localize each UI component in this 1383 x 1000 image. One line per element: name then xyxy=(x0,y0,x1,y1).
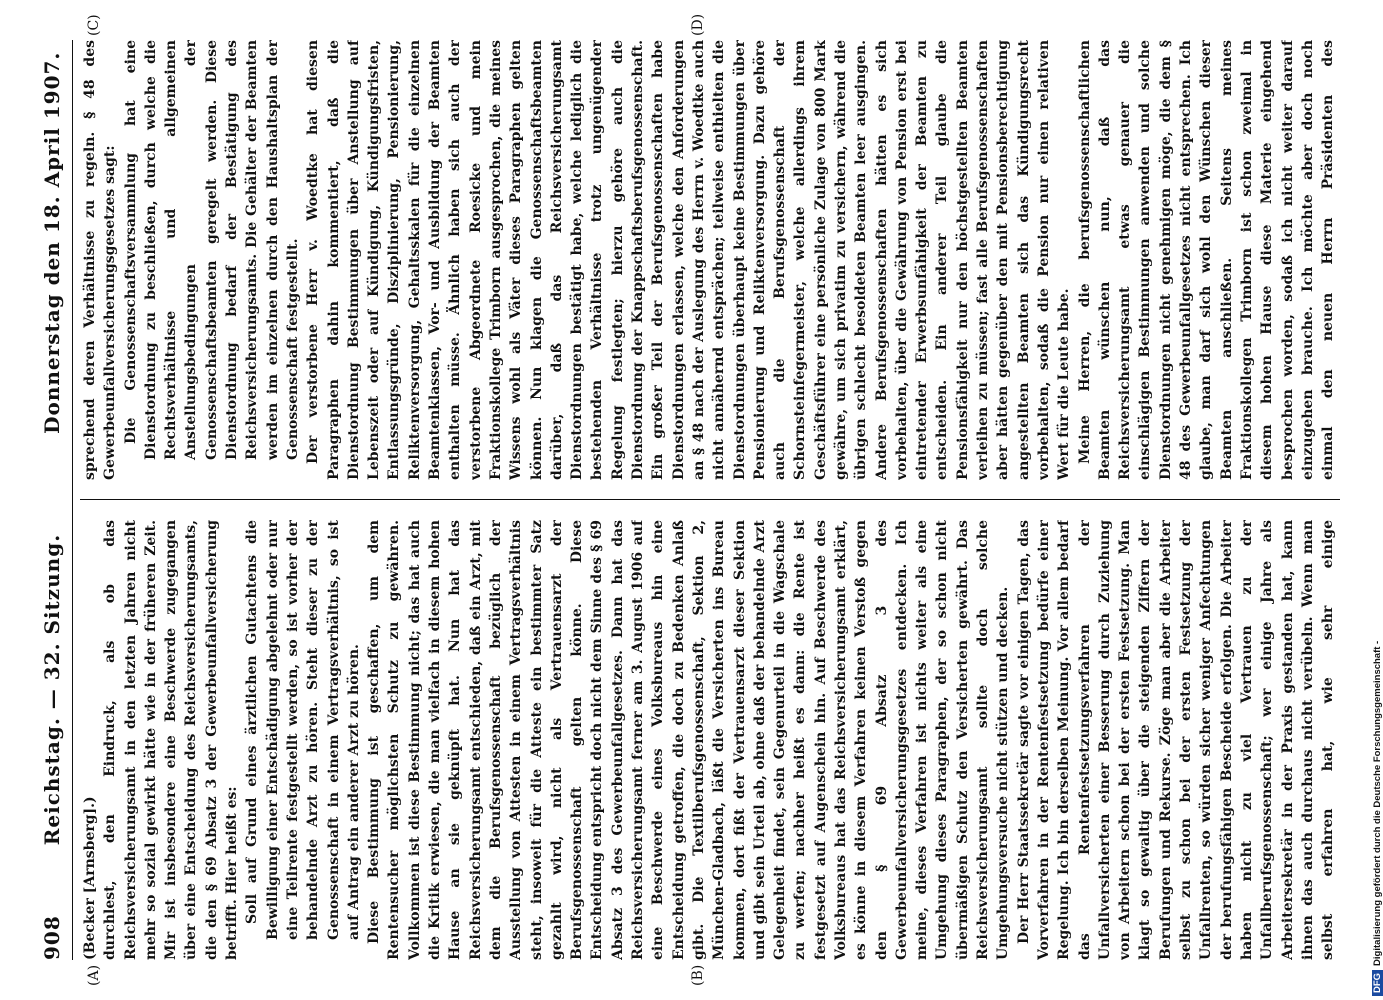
session-date: Donnerstag den 18. April 1907. xyxy=(40,51,64,434)
paragraph: Meine Herren, die berufsgenossenschaftlichen Beamten wünschen nun, daß das Reichsversicherungsamt etwas genauer die einschlägigen Bestimmungen anwenden und solche Dienstordnungen nicht genehmigen möge, die dem § 48 des Gewerbeunfallgesetzes nicht entsprechen. Ich glaube, man darf sich wohl den Wünschen dieser Beamten anschließen. Seitens meines Fraktionskollegen Trimborn ist schon zweimal in diesem hohen Hause diese Materie eingehend besprochen worden, sodaß ich nicht weiter darauf einzugehen brauche. Ich möchte aber doch noch einmal den neuen Herrn Präsidenten des xyxy=(1076,40,1337,480)
paragraph: Der verstorbene Herr v. Woedtke hat diesen Paragraphen dahin kommentiert, daß die Dienstordnung Bestimmungen über Anstellung auf Lebenszeit oder auf Kündigung, Kündigungsfristen, Entlassungsgründe, Disziplinierung, Pensionierung, Reliktenversorgung, Gehaltsskalen für die einzelnen Beamtenklassen, Vor- und Ausbildung der Beamten enthalten müsse. Ähnlich haben sich auch der verstorbene Abgeordnete Roesicke und mein Fraktionskollege Trimborn ausgesprochen, die meines Wissens wohl als Väter dieses Paragraphen gelten können. Nun klagen die Genossenschaftsbeamten darüber, daß das Reichsversicherungsamt Dienstordnungen bestätigt habe, welche lediglich die bestehenden Verhältnisse trotz ungenügender Regelung festlegten; hierzu gehöre auch die Dienstordnung der Knappschaftsberufsgenossenschaft. Ein großer Teil der Berufsgenossenschaften habe Dienstordnungen erlassen, welche den Anforderungen an § 48 nach der Auslegung des Herrn v. Woedtke auch nicht annähernd entsprächen; teilweise enthielten die Dienstordnungen überhaupt keine Bestimmungen über Pensionierung und Reliktenversorgung. Dazu gehöre auch die Berufsgenossenschaft der Schornsteinfegermeister, welche allerdings ihrem Geschäftsführer eine persönliche Zulage von 800 Mark gewähre, um sich privatim zu versichern, während die übrigen schlecht besoldeten Beamten leer ausgingen. Andere Berufsgenossenschaften hätten es sich vorbehalten, über die Gewährung von Pension erst bei eintretender Erwerbsunfähigkeit der Beamten zu entscheiden. Ein anderer Teil glaube die Pensionsfähigkeit nur den höchstgestellten Beamten verleihen zu müssen; fast alle Berufsgenossenschaften aber hätten gegenüber den mit Pensionsberechtigung angestellten Beamten sich das Kündigungsrecht vorbehalten, sodaß die Pension nur einen relativen Wert für die Leute habe. xyxy=(305,40,1073,480)
right-text-column xyxy=(80,40,1340,480)
left-text-column xyxy=(80,520,1340,960)
margin-letter-a: (A) xyxy=(86,964,102,986)
digitization-footer xyxy=(1372,6,1383,996)
quoted-paragraph: Soll auf Grund eines ärztlichen Gutachtens die Bewilligung einer Entschädigung abgelehnt oder nur eine Teilrente festgestellt werden, so ist vorher der behandelnde Arzt zu hören. Steht dieser zu der Genossenschaft in einem Vertragsverhältnis, so ist auf Antrag ein anderer Arzt zu hören. xyxy=(244,520,362,940)
paragraph: durchlest, den Eindruck, als ob das Reichsversicherungsamt in den letzten Jahren nicht mehr so sozial gewirkt hätte wie in der früheren Zeit. Mir ist insbesondere eine Beschwerde zugegangen über eine Entscheidung des Reichsversicherungsamts, die den § 69 Absatz 3 der Gewerbeunfallversicherung betrifft. Hier heißt es: xyxy=(102,520,241,960)
margin-letter-b: (B) xyxy=(690,964,706,986)
paragraph: Diese Bestimmung ist geschaffen, um dem Rentensucher möglichsten Schutz zu gewähren. Vollkommen ist diese Bestimmung nicht; das hat auch die Kritik erwiesen, die man vielfach in diesem hohen Hause an sie geknüpft hat. Nun hat das Reichsversicherungsamt entschieden, daß ein Arzt, mit dem die Berufsgenossenschaft bezüglich der Ausstellung von Attesten in einem Vertragsverhältnis steht, insoweit für die Atteste ein bestimmter Satz gezahlt wird, nicht als Vertrauensarzt der Berufsgenossenschaft gelten könne. Diese Entscheidung entspricht doch nicht dem Sinne des § 69 Absatz 3 des Gewerbeunfallgesetzes. Dann hat das Reichsversicherungsamt ferner am 3. August 1906 auf eine Beschwerde eines Volksbureaus hin eine Entscheidung getroffen, die doch zu Bedenken Anlaß gibt. Die Textilberufsgenossenschaft, Sektion 2, München-Gladbach, läßt die Versicherten ins Bureau kommen, dort fißt der Vertrauensarzt dieser Sektion und gibt sein Urteil ab, ohne daß der behandelnde Arzt Gelegenheit findet, sein Gegenurteil in die Wagschale zu werfen; nachher heißt es dann: die Rente ist festgesetzt auf Augenschein hin. Auf Beschwerde des Volksbureaus hat das Reichsversicherungsamt erklärt, es könne in diesem Verfahren keinen Verstoß gegen den § 69 Absatz 3 des Gewerbeunfallversicherungsgesetzes entdecken. Ich meine, dieses Verfahren ist nichts weiter als eine Umgehung dieses Paragraphen, der so schon nicht übermäßigen Schutz den Versicherten gewährt. Das Reichsversicherungsamt sollte doch solche Umgehungsversuche nicht stützen und decken. xyxy=(366,520,1012,960)
column-divider xyxy=(80,499,1340,500)
page-header xyxy=(40,40,70,960)
header-rule xyxy=(72,40,73,960)
paragraph: Der Herr Staatssekretär sagte vor einigen Tagen, das Vorverfahren in der Rentenfestsetzung bedürfe einer Regelung. Ich bin derselben Meinung. Vor allem bedarf das Rentenfestsetzungsverfahren der Unfallversicherten einer Besserung durch Zuziehung von Arbeitern schon bei der ersten Festsetzung. Man klagt so gewaltig über die steigenden Ziffern der Berufungen und Rekurse. Zöge man aber die Arbeiter selbst zu schon bei der ersten Festsetzung der Unfallrenten, so würden sicher weniger Anfechtungen der berufungsfähigen Bescheide erfolgen. Die Arbeiter haben nicht zu viel Vertrauen zu der Unfallberufsgenossenschaft; wer einige Jahre als Arbeitersekretär in der Praxis gestanden hat, kann ihnen das auch durchaus nicht verübeln. Wenn man selbst erfahren hat, wie sehr einige xyxy=(1015,520,1337,960)
page-number: 908 xyxy=(40,915,64,960)
running-title: Reichstag. — 32. Sitzung. xyxy=(40,533,64,846)
footer-text: Digitalisierung gefördert durch die Deutsche Forschungsgemeinschaft - xyxy=(1372,640,1383,966)
paragraph: sprechend deren Verhältnisse zu regeln. § 48 des Gewerbeunfallversicherungsgesetzes sagt: xyxy=(82,40,119,480)
margin-letter-d: (D) xyxy=(690,13,706,36)
speaker-tag: (Becker [Arnsberg].) xyxy=(82,796,98,960)
quoted-paragraph: Die Genossenschaftsversammlung hat eine Dienstordnung zu beschließen, durch welche die Rechtsverhältnisse und allgemeinen Anstellungsbedingungen der Genossenschaftsbeamten geregelt werden. Diese Dienstordnung bedarf der Bestätigung des Reichsversicherungsamts. Die Gehälter der Beamten werden im einzelnen durch den Haushaltsplan der Genossenschaft festgestellt. xyxy=(122,40,301,460)
margin-letter-c: (C) xyxy=(86,14,102,36)
dfg-logo: DFG xyxy=(1372,970,1383,996)
